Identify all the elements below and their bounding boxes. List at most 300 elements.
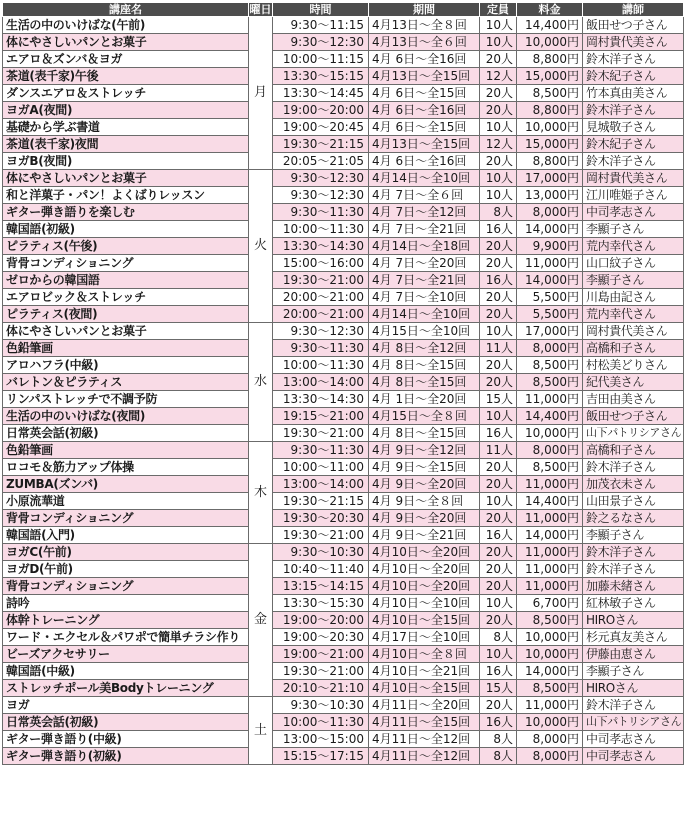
time-cell: 19:00～20:00 xyxy=(273,612,369,629)
capacity-cell: 20人 xyxy=(480,306,517,323)
table-row xyxy=(3,289,684,306)
table-row xyxy=(3,697,684,714)
period-cell: 4月 8日～全15回 xyxy=(369,425,480,442)
period-cell: 4月 6日～全15回 xyxy=(369,119,480,136)
period-cell: 4月11日～全12回 xyxy=(369,731,480,748)
capacity-cell: 20人 xyxy=(480,459,517,476)
capacity-cell: 10人 xyxy=(480,323,517,340)
fee-cell: 8,500円 xyxy=(517,680,583,697)
teacher-cell: 李顯子さん xyxy=(583,272,684,289)
period-cell: 4月 9日～全15回 xyxy=(369,459,480,476)
capacity-cell: 20人 xyxy=(480,578,517,595)
fee-cell: 8,000円 xyxy=(517,204,583,221)
fee-cell: 11,000円 xyxy=(517,697,583,714)
course-name-cell: ヨガD(午前) xyxy=(3,561,249,578)
header-capacity: 定員 xyxy=(480,3,517,17)
capacity-cell: 16人 xyxy=(480,272,517,289)
capacity-cell: 10人 xyxy=(480,170,517,187)
capacity-cell: 12人 xyxy=(480,136,517,153)
fee-cell: 14,000円 xyxy=(517,663,583,680)
capacity-cell: 20人 xyxy=(480,238,517,255)
capacity-cell: 20人 xyxy=(480,510,517,527)
course-name-cell: 背骨コンディショニング xyxy=(3,510,249,527)
teacher-cell: 荒内幸代さん xyxy=(583,238,684,255)
period-cell: 4月10日～全15回 xyxy=(369,612,480,629)
teacher-cell: 中司孝志さん xyxy=(583,731,684,748)
course-name-cell: バレトン＆ピラティス xyxy=(3,374,249,391)
header-period: 期間 xyxy=(369,3,480,17)
capacity-cell: 11人 xyxy=(480,442,517,459)
time-cell: 19:30～21:15 xyxy=(273,136,369,153)
course-name-cell: 基礎から学ぶ書道 xyxy=(3,119,249,136)
header-time: 時間 xyxy=(273,3,369,17)
fee-cell: 6,700円 xyxy=(517,595,583,612)
period-cell: 4月14日～全18回 xyxy=(369,238,480,255)
table-row xyxy=(3,408,684,425)
time-cell: 10:00～11:30 xyxy=(273,714,369,731)
teacher-cell: 紅林敏子さん xyxy=(583,595,684,612)
fee-cell: 11,000円 xyxy=(517,544,583,561)
capacity-cell: 10人 xyxy=(480,595,517,612)
header-day: 曜日 xyxy=(249,3,272,16)
teacher-cell: 飯田せつ子さん xyxy=(583,17,684,34)
course-name-cell: 小原流華道 xyxy=(3,493,249,510)
teacher-cell: 岡村貴代美さん xyxy=(583,170,684,187)
time-cell: 19:30～21:00 xyxy=(273,425,369,442)
period-cell: 4月11日～全12回 xyxy=(369,748,480,765)
time-cell: 9:30～11:30 xyxy=(273,442,369,459)
teacher-cell: 高橋和子さん xyxy=(583,442,684,459)
table-row xyxy=(3,68,684,85)
capacity-cell: 20人 xyxy=(480,544,517,561)
time-cell: 13:30～15:15 xyxy=(273,68,369,85)
time-cell: 19:00～20:30 xyxy=(273,629,369,646)
course-name-cell: 体幹トレーニング xyxy=(3,612,249,629)
day-cell: 月 xyxy=(249,17,273,170)
teacher-cell: 荒内幸代さん xyxy=(583,306,684,323)
capacity-cell: 20人 xyxy=(480,85,517,102)
capacity-cell: 20人 xyxy=(480,51,517,68)
fee-cell: 15,000円 xyxy=(517,136,583,153)
period-cell: 4月 8日～全15回 xyxy=(369,374,480,391)
time-cell: 9:30～12:30 xyxy=(273,323,369,340)
time-cell: 13:30～14:45 xyxy=(273,85,369,102)
time-cell: 19:00～21:00 xyxy=(273,646,369,663)
period-cell: 4月10日～全20回 xyxy=(369,561,480,578)
teacher-cell: 鈴木洋子さん xyxy=(583,544,684,561)
period-cell: 4月 6日～全16回 xyxy=(369,102,480,119)
day-cell: 土 xyxy=(249,697,273,765)
time-cell: 19:15～21:00 xyxy=(273,408,369,425)
period-cell: 4月 7日～全20回 xyxy=(369,255,480,272)
table-row xyxy=(3,714,684,731)
time-cell: 10:00～11:00 xyxy=(273,459,369,476)
teacher-cell: 飯田せつ子さん xyxy=(583,408,684,425)
header-row xyxy=(3,3,684,17)
table-row xyxy=(3,629,684,646)
fee-cell: 11,000円 xyxy=(517,255,583,272)
capacity-cell: 10人 xyxy=(480,187,517,204)
table-row xyxy=(3,102,684,119)
capacity-cell: 20人 xyxy=(480,357,517,374)
fee-cell: 8,000円 xyxy=(517,731,583,748)
fee-cell: 11,000円 xyxy=(517,476,583,493)
period-cell: 4月14日～全10回 xyxy=(369,170,480,187)
time-cell: 19:00～20:45 xyxy=(273,119,369,136)
fee-cell: 5,500円 xyxy=(517,306,583,323)
teacher-cell: 中司孝志さん xyxy=(583,204,684,221)
period-cell: 4月10日～全10回 xyxy=(369,595,480,612)
capacity-cell: 20人 xyxy=(480,289,517,306)
table-row xyxy=(3,272,684,289)
fee-cell: 8,500円 xyxy=(517,357,583,374)
period-cell: 4月 6日～全15回 xyxy=(369,85,480,102)
capacity-cell: 20人 xyxy=(480,612,517,629)
time-cell: 19:30～21:00 xyxy=(273,272,369,289)
course-name-cell: 体にやさしいパンとお菓子 xyxy=(3,34,249,51)
course-name-cell: 色鉛筆画 xyxy=(3,442,249,459)
course-name-cell: エアロビック＆ストレッチ xyxy=(3,289,249,306)
period-cell: 4月10日～全20回 xyxy=(369,578,480,595)
table-row xyxy=(3,119,684,136)
period-cell: 4月10日～全20回 xyxy=(369,544,480,561)
table-row xyxy=(3,476,684,493)
course-schedule xyxy=(2,2,683,765)
fee-cell: 8,500円 xyxy=(517,612,583,629)
teacher-cell: 鈴木洋子さん xyxy=(583,102,684,119)
fee-cell: 8,800円 xyxy=(517,153,583,170)
teacher-cell: 岡村貴代美さん xyxy=(583,323,684,340)
time-cell: 9:30～10:30 xyxy=(273,697,369,714)
teacher-cell: 加藤未緒さん xyxy=(583,578,684,595)
table-row xyxy=(3,17,684,34)
capacity-cell: 16人 xyxy=(480,425,517,442)
capacity-cell: 20人 xyxy=(480,153,517,170)
day-cell: 木 xyxy=(249,442,273,544)
time-cell: 19:00～20:00 xyxy=(273,102,369,119)
fee-cell: 17,000円 xyxy=(517,323,583,340)
course-name-cell: 体にやさしいパンとお菓子 xyxy=(3,170,249,187)
course-name-cell: 体にやさしいパンとお菓子 xyxy=(3,323,249,340)
table-row xyxy=(3,340,684,357)
time-cell: 9:30～11:15 xyxy=(273,17,369,34)
fee-cell: 14,400円 xyxy=(517,17,583,34)
table-row xyxy=(3,680,684,697)
time-cell: 19:30～21:15 xyxy=(273,493,369,510)
capacity-cell: 20人 xyxy=(480,374,517,391)
capacity-cell: 20人 xyxy=(480,697,517,714)
table-row xyxy=(3,136,684,153)
table-body xyxy=(3,17,684,765)
period-cell: 4月 9日～全８回 xyxy=(369,493,480,510)
fee-cell: 11,000円 xyxy=(517,578,583,595)
fee-cell: 14,000円 xyxy=(517,527,583,544)
time-cell: 20:05～21:05 xyxy=(273,153,369,170)
table-row xyxy=(3,51,684,68)
period-cell: 4月 7日～全21回 xyxy=(369,272,480,289)
course-name-cell: ピラティス(夜間) xyxy=(3,306,249,323)
course-name-cell: 生活の中のいけばな(午前) xyxy=(3,17,249,34)
table-row xyxy=(3,255,684,272)
course-name-cell: ロコモ＆筋力アップ体操 xyxy=(3,459,249,476)
time-cell: 13:15～14:15 xyxy=(273,578,369,595)
table-row xyxy=(3,595,684,612)
course-name-cell: 色鉛筆画 xyxy=(3,340,249,357)
course-name-cell: 韓国語(中級) xyxy=(3,663,249,680)
table-row xyxy=(3,187,684,204)
capacity-cell: 11人 xyxy=(480,340,517,357)
period-cell: 4月 8日～全15回 xyxy=(369,357,480,374)
time-cell: 9:30～11:30 xyxy=(273,340,369,357)
day-cell: 金 xyxy=(249,544,273,697)
teacher-cell: 中司孝志さん xyxy=(583,748,684,765)
fee-cell: 10,000円 xyxy=(517,646,583,663)
table-row xyxy=(3,510,684,527)
capacity-cell: 10人 xyxy=(480,17,517,34)
table-row xyxy=(3,493,684,510)
capacity-cell: 10人 xyxy=(480,646,517,663)
fee-cell: 14,000円 xyxy=(517,221,583,238)
course-name-cell: アロハフラ(中級) xyxy=(3,357,249,374)
teacher-cell: 見城敬子さん xyxy=(583,119,684,136)
period-cell: 4月 8日～全12回 xyxy=(369,340,480,357)
fee-cell: 8,000円 xyxy=(517,748,583,765)
teacher-cell: 加茂衣未さん xyxy=(583,476,684,493)
time-cell: 15:15～17:15 xyxy=(273,748,369,765)
header-course-name: 講座名 xyxy=(3,3,249,17)
time-cell: 13:00～15:00 xyxy=(273,731,369,748)
course-name-cell: ゼロからの韓国語 xyxy=(3,272,249,289)
teacher-cell: 山下パトリシアさん xyxy=(583,714,684,731)
teacher-cell: 山口紋子さん xyxy=(583,255,684,272)
period-cell: 4月 9日～全21回 xyxy=(369,527,480,544)
table-row xyxy=(3,544,684,561)
course-name-cell: 背骨コンディショニング xyxy=(3,578,249,595)
table-row xyxy=(3,204,684,221)
capacity-cell: 8人 xyxy=(480,731,517,748)
time-cell: 9:30～12:30 xyxy=(273,34,369,51)
course-name-cell: ヨガA(夜間) xyxy=(3,102,249,119)
teacher-cell: 鈴木洋子さん xyxy=(583,153,684,170)
table-row xyxy=(3,527,684,544)
fee-cell: 15,000円 xyxy=(517,68,583,85)
time-cell: 9:30～10:30 xyxy=(273,544,369,561)
fee-cell: 11,000円 xyxy=(517,391,583,408)
period-cell: 4月10日～全８回 xyxy=(369,646,480,663)
time-cell: 19:30～21:00 xyxy=(273,527,369,544)
teacher-cell: 鈴木紀子さん xyxy=(583,68,684,85)
table-row xyxy=(3,357,684,374)
teacher-cell: 李顯子さん xyxy=(583,221,684,238)
teacher-cell: 村松美どりさん xyxy=(583,357,684,374)
capacity-cell: 20人 xyxy=(480,102,517,119)
period-cell: 4月 7日～全６回 xyxy=(369,187,480,204)
period-cell: 4月17日～全10回 xyxy=(369,629,480,646)
table-row xyxy=(3,748,684,765)
teacher-cell: 竹本真由美さん xyxy=(583,85,684,102)
table-row xyxy=(3,578,684,595)
fee-cell: 8,500円 xyxy=(517,459,583,476)
time-cell: 20:00～21:00 xyxy=(273,289,369,306)
period-cell: 4月 7日～全12回 xyxy=(369,204,480,221)
teacher-cell: 鈴木洋子さん xyxy=(583,51,684,68)
capacity-cell: 12人 xyxy=(480,68,517,85)
course-name-cell: エアロ＆ズンバ＆ヨガ xyxy=(3,51,249,68)
period-cell: 4月 7日～全10回 xyxy=(369,289,480,306)
course-name-cell: ギター弾き語りを楽しむ xyxy=(3,204,249,221)
table-row xyxy=(3,442,684,459)
capacity-cell: 15人 xyxy=(480,391,517,408)
capacity-cell: 15人 xyxy=(480,680,517,697)
table-row xyxy=(3,646,684,663)
fee-cell: 10,000円 xyxy=(517,119,583,136)
fee-cell: 10,000円 xyxy=(517,714,583,731)
day-cell: 火 xyxy=(249,170,273,323)
capacity-cell: 20人 xyxy=(480,561,517,578)
course-name-cell: ストレッチポール美Bodyトレーニング xyxy=(3,680,249,697)
teacher-cell: 紀代美さん xyxy=(583,374,684,391)
period-cell: 4月13日～全８回 xyxy=(369,17,480,34)
course-name-cell: 詩吟 xyxy=(3,595,249,612)
course-name-cell: ピラティス(午後) xyxy=(3,238,249,255)
fee-cell: 14,400円 xyxy=(517,408,583,425)
course-name-cell: ヨガ xyxy=(3,697,249,714)
period-cell: 4月 6日～全16回 xyxy=(369,153,480,170)
course-name-cell: 生活の中のいけばな(夜間) xyxy=(3,408,249,425)
fee-cell: 10,000円 xyxy=(517,425,583,442)
course-name-cell: ヨガC(午前) xyxy=(3,544,249,561)
period-cell: 4月11日～全15回 xyxy=(369,714,480,731)
period-cell: 4月13日～全15回 xyxy=(369,136,480,153)
capacity-cell: 16人 xyxy=(480,714,517,731)
teacher-cell: 高橋和子さん xyxy=(583,340,684,357)
fee-cell: 13,000円 xyxy=(517,187,583,204)
table-row xyxy=(3,561,684,578)
capacity-cell: 8人 xyxy=(480,748,517,765)
fee-cell: 14,400円 xyxy=(517,493,583,510)
period-cell: 4月10日～全21回 xyxy=(369,663,480,680)
table-row xyxy=(3,459,684,476)
fee-cell: 11,000円 xyxy=(517,510,583,527)
header-fee: 料金 xyxy=(517,3,583,17)
period-cell: 4月14日～全10回 xyxy=(369,306,480,323)
time-cell: 19:30～20:30 xyxy=(273,510,369,527)
table-row xyxy=(3,153,684,170)
course-name-cell: ワード・エクセル＆パワポで簡単チラシ作り xyxy=(3,629,249,646)
time-cell: 19:30～21:00 xyxy=(273,663,369,680)
table-row xyxy=(3,306,684,323)
time-cell: 13:00～14:00 xyxy=(273,374,369,391)
capacity-cell: 10人 xyxy=(480,34,517,51)
capacity-cell: 16人 xyxy=(480,527,517,544)
period-cell: 4月10日～全15回 xyxy=(369,680,480,697)
table-row xyxy=(3,612,684,629)
period-cell: 4月 9日～全20回 xyxy=(369,510,480,527)
fee-cell: 10,000円 xyxy=(517,629,583,646)
course-name-cell: 茶道(表千家)午後 xyxy=(3,68,249,85)
time-cell: 9:30～12:30 xyxy=(273,170,369,187)
course-table xyxy=(2,2,684,765)
course-name-cell: ギター弾き語り(中級) xyxy=(3,731,249,748)
period-cell: 4月11日～全20回 xyxy=(369,697,480,714)
time-cell: 10:40～11:40 xyxy=(273,561,369,578)
time-cell: 13:30～14:30 xyxy=(273,391,369,408)
teacher-cell: 伊藤由恵さん xyxy=(583,646,684,663)
fee-cell: 8,500円 xyxy=(517,85,583,102)
capacity-cell: 10人 xyxy=(480,408,517,425)
period-cell: 4月 7日～全21回 xyxy=(369,221,480,238)
fee-cell: 17,000円 xyxy=(517,170,583,187)
course-name-cell: 韓国語(初級) xyxy=(3,221,249,238)
course-name-cell: ギター弾き語り(初級) xyxy=(3,748,249,765)
teacher-cell: HIROさん xyxy=(583,680,684,697)
teacher-cell: 鈴之るなさん xyxy=(583,510,684,527)
capacity-cell: 20人 xyxy=(480,476,517,493)
table-row xyxy=(3,323,684,340)
capacity-cell: 10人 xyxy=(480,119,517,136)
teacher-cell: 杉元真友美さん xyxy=(583,629,684,646)
course-name-cell: 日常英会話(初級) xyxy=(3,714,249,731)
table-row xyxy=(3,374,684,391)
course-name-cell: ビーズアクセサリー xyxy=(3,646,249,663)
table-row xyxy=(3,238,684,255)
time-cell: 20:00～21:00 xyxy=(273,306,369,323)
capacity-cell: 8人 xyxy=(480,204,517,221)
time-cell: 10:00～11:30 xyxy=(273,221,369,238)
teacher-cell: 岡村貴代美さん xyxy=(583,34,684,51)
teacher-cell: HIROさん xyxy=(583,612,684,629)
teacher-cell: 吉田由美さん xyxy=(583,391,684,408)
teacher-cell: 山下パトリシアさん xyxy=(583,425,684,442)
teacher-cell: 江川唯姫子さん xyxy=(583,187,684,204)
teacher-cell: 鈴木洋子さん xyxy=(583,561,684,578)
teacher-cell: 川島由記さん xyxy=(583,289,684,306)
course-name-cell: 日常英会話(初級) xyxy=(3,425,249,442)
teacher-cell: 鈴木洋子さん xyxy=(583,697,684,714)
fee-cell: 11,000円 xyxy=(517,561,583,578)
course-name-cell: 背骨コンディショニング xyxy=(3,255,249,272)
teacher-cell: 鈴木洋子さん xyxy=(583,459,684,476)
capacity-cell: 16人 xyxy=(480,221,517,238)
fee-cell: 8,000円 xyxy=(517,340,583,357)
table-row xyxy=(3,391,684,408)
course-name-cell: ZUMBA(ズンバ) xyxy=(3,476,249,493)
day-cell: 水 xyxy=(249,323,273,442)
period-cell: 4月15日～全８回 xyxy=(369,408,480,425)
capacity-cell: 10人 xyxy=(480,493,517,510)
time-cell: 15:00～16:00 xyxy=(273,255,369,272)
course-name-cell: 和と洋菓子・パン！よくばりレッスン xyxy=(3,187,249,204)
period-cell: 4月13日～全15回 xyxy=(369,68,480,85)
time-cell: 20:10～21:10 xyxy=(273,680,369,697)
time-cell: 10:00～11:30 xyxy=(273,357,369,374)
time-cell: 9:30～11:30 xyxy=(273,204,369,221)
fee-cell: 14,000円 xyxy=(517,272,583,289)
capacity-cell: 20人 xyxy=(480,255,517,272)
fee-cell: 8,800円 xyxy=(517,102,583,119)
teacher-cell: 李顯子さん xyxy=(583,527,684,544)
period-cell: 4月 1日～全20回 xyxy=(369,391,480,408)
fee-cell: 10,000円 xyxy=(517,34,583,51)
period-cell: 4月 9日～全12回 xyxy=(369,442,480,459)
table-row xyxy=(3,425,684,442)
time-cell: 10:00～11:15 xyxy=(273,51,369,68)
table-row xyxy=(3,731,684,748)
fee-cell: 9,900円 xyxy=(517,238,583,255)
course-name-cell: ヨガB(夜間) xyxy=(3,153,249,170)
period-cell: 4月 6日～全16回 xyxy=(369,51,480,68)
period-cell: 4月13日～全６回 xyxy=(369,34,480,51)
